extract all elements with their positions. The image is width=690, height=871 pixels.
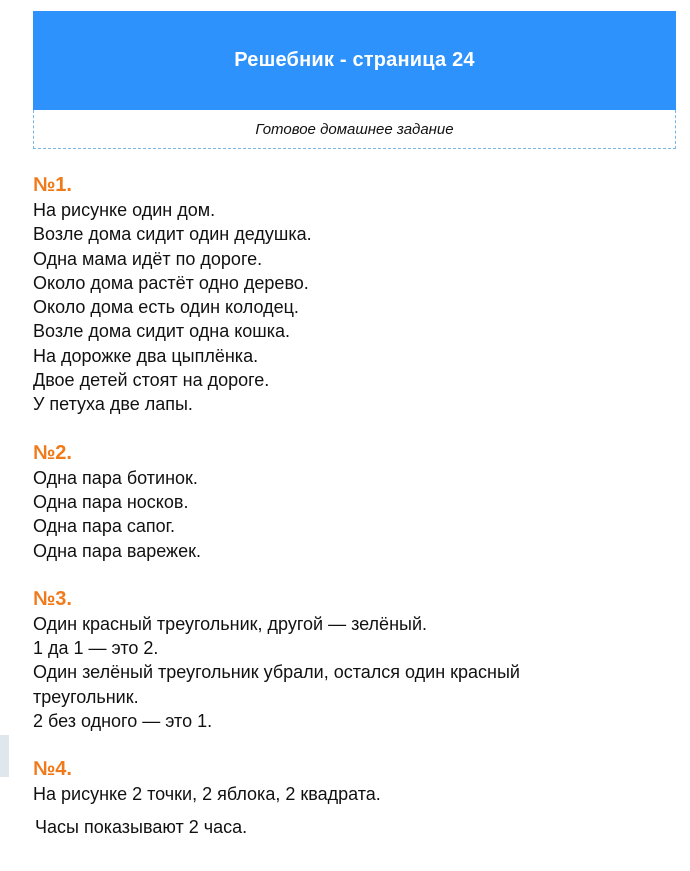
task-line: Одна пара варежек. [33, 540, 201, 561]
task-line: Около дома растёт одно дерево. [33, 272, 309, 293]
task-line: Одна пара сапог. [33, 516, 175, 537]
page-title: Решебник - страница 24 [234, 49, 475, 71]
task-line: 1 да 1 — это 2. [33, 638, 159, 659]
task-line: Около дома есть один колодец. [33, 297, 299, 318]
task-number: №2. [33, 441, 72, 464]
task-number: №3. [33, 587, 72, 610]
task-line: У петуха две лапы. [33, 394, 193, 415]
task-line: Двое детей стоят на дороге. [33, 370, 270, 391]
task-number: №1. [33, 174, 72, 196]
task-line: Возле дома сидит одна кошка. [33, 321, 291, 342]
task-line: На рисунке 2 точки, 2 яблока, 2 квадрата. [33, 784, 381, 805]
solutions-content [33, 172, 673, 839]
task-number: №4. [33, 758, 72, 781]
task-line: Один зелёный треугольник убрали, остался один красный треугольник. [33, 662, 520, 707]
task-line: Возле дома сидит один дедушка. [33, 224, 312, 245]
task-2 [33, 440, 673, 563]
task-line: 2 без одного — это 1. [33, 711, 213, 732]
footer-note: Часы показывают 2 часа. [35, 816, 248, 837]
header-banner [33, 11, 676, 110]
page-subtitle: Готовое домашнее задание [255, 120, 454, 138]
task-line: На рисунке один дом. [33, 200, 216, 220]
left-edge-fragment [0, 735, 9, 777]
task-line: Один красный треугольник, другой — зелёный. [33, 613, 427, 634]
task-line: На дорожке два цыплёнка. [33, 345, 259, 366]
task-3 [33, 586, 673, 733]
task-1 [33, 172, 673, 417]
subheader-box [33, 110, 676, 149]
task-4 [33, 756, 673, 806]
task-line: Одна пара носков. [33, 491, 189, 512]
task-line: Одна пара ботинок. [33, 467, 198, 488]
task-line: Одна мама идёт по дороге. [33, 248, 263, 269]
